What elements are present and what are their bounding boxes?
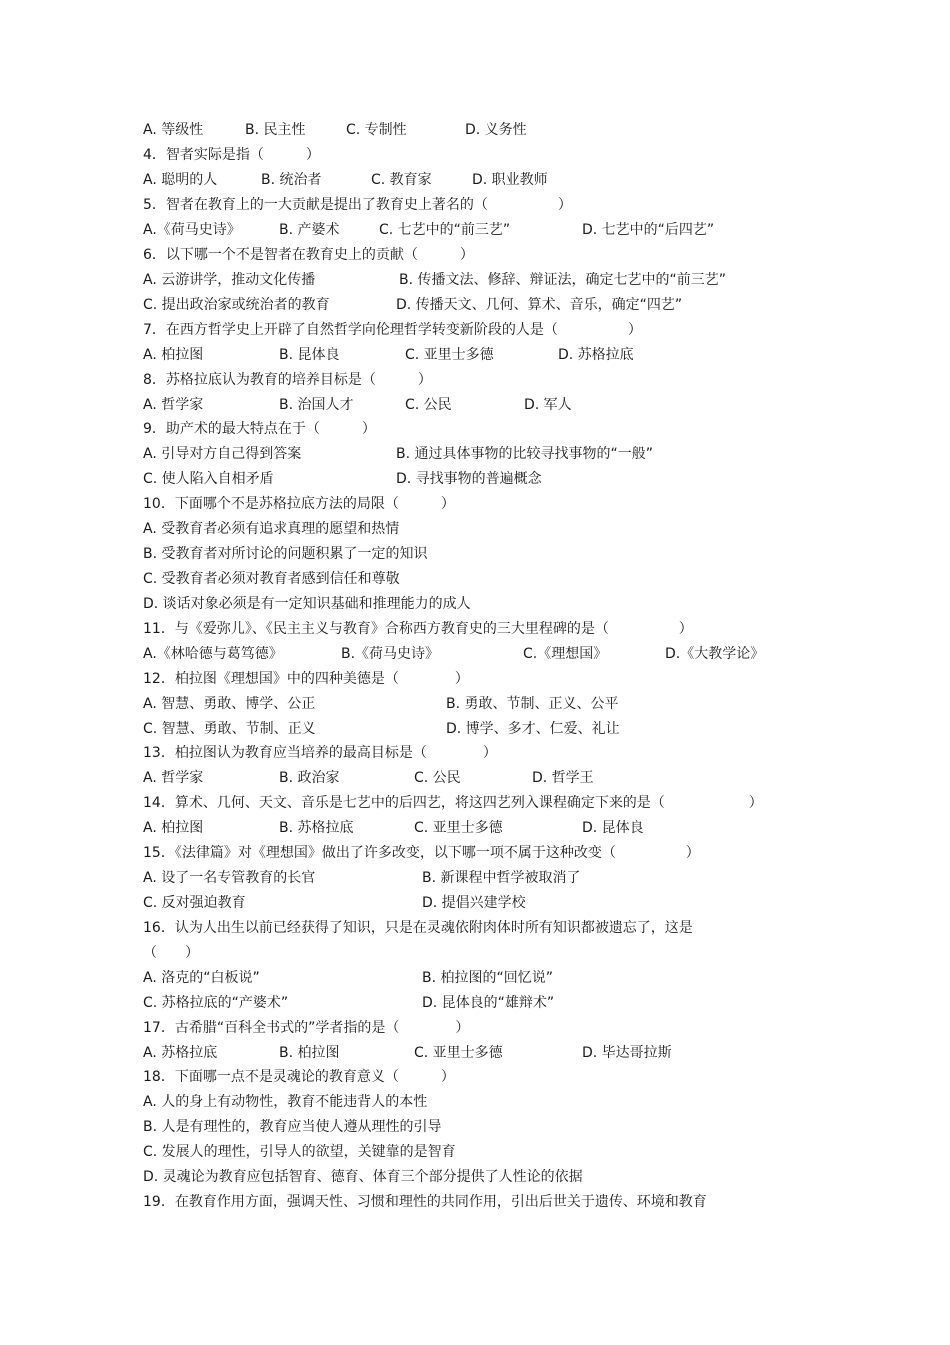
q12-stem: 12．柏拉图《理想国》中的四种美德是（ ） [143, 671, 469, 687]
q8-stem: 8．苏格拉底认为教育的培养目标是（ ） [143, 372, 432, 388]
q6-option-c: C. 提出政治家或统治者的教育 [143, 297, 330, 313]
q11-stem: 11．与《爱弥儿》、《民主主义与教育》合称西方教育史的三大里程碑的是（ ） [143, 621, 693, 637]
q18-option-a: A. 人的身上有动物性，教育不能违背人的本性 [143, 1094, 428, 1110]
q10-option-c: C. 受教育者必须对教育者感到信任和尊敬 [143, 571, 400, 587]
q16-option-d: D. 昆体良的“雄辩术” [422, 995, 555, 1011]
q6-stem: 6．以下哪一个不是智者在教育史上的贡献（ ） [143, 247, 474, 263]
q3-option-d: D. 义务性 [465, 122, 527, 138]
q17-option-b: B. 柏拉图 [279, 1045, 340, 1061]
q5-option-b: B. 产婆术 [279, 222, 340, 238]
q10-stem: 10．下面哪个不是苏格拉底方法的局限（ ） [143, 496, 455, 512]
q3-option-b: B. 民主性 [245, 122, 306, 138]
q11-option-b: B.《荷马史诗》 [341, 646, 440, 662]
q7-option-a: A. 柏拉图 [143, 347, 204, 363]
q14-option-a: A. 柏拉图 [143, 820, 204, 836]
q7-option-c: C. 亚里士多德 [405, 347, 494, 363]
q17-option-c: C. 亚里士多德 [414, 1045, 503, 1061]
q10-option-b: B. 受教育者对所讨论的问题积累了一定的知识 [143, 546, 428, 562]
q16-stem: 16．认为人出生以前已经获得了知识，只是在灵魂依附肉体时所有知识都被遗忘了，这是 [143, 920, 693, 936]
q9-option-a: A. 引导对方自己得到答案 [143, 446, 302, 462]
q8-option-a: A. 哲学家 [143, 397, 204, 413]
q15-option-d: D. 提倡兴建学校 [422, 895, 526, 911]
q10-option-a: A. 受教育者必须有追求真理的愿望和热情 [143, 521, 400, 537]
q13-option-d: D. 哲学王 [532, 770, 594, 786]
q6-option-a: A. 云游讲学，推动文化传播 [143, 272, 316, 288]
q13-stem: 13．柏拉图认为教育应当培养的最高目标是（ ） [143, 745, 497, 761]
q4-stem: 4．智者实际是指（ ） [143, 147, 320, 163]
q15-option-b: B. 新课程中哲学被取消了 [422, 870, 581, 886]
q14-option-c: C. 亚里士多德 [414, 820, 503, 836]
q18-option-c: C. 发展人的理性，引导人的欲望，关键靠的是智育 [143, 1144, 456, 1160]
q4-option-a: A. 聪明的人 [143, 172, 218, 188]
q15-stem: 15．《法律篇》对《理想国》做出了许多改变，以下哪一项不属于这种改变（ ） [143, 845, 700, 861]
q4-option-b: B. 统治者 [261, 172, 322, 188]
q12-option-d: D. 博学、多才、仁爱、礼让 [446, 721, 620, 737]
q12-option-a: A. 智慧、勇敢、博学、公正 [143, 696, 316, 712]
q5-stem: 5．智者在教育上的一大贡献是提出了教育史上著名的（ ） [143, 197, 572, 213]
q4-option-d: D. 职业教师 [472, 172, 548, 188]
q9-stem: 9．助产术的最大特点在于（ ） [143, 421, 376, 437]
q16-option-c: C. 苏格拉底的“产婆术” [143, 995, 289, 1011]
q7-stem: 7．在西方哲学史上开辟了自然哲学向伦理哲学转变新阶段的人是（ ） [143, 322, 642, 338]
q3-option-c: C. 专制性 [346, 122, 407, 138]
q13-option-a: A. 哲学家 [143, 770, 204, 786]
q14-stem: 14．算术、几何、天文、音乐是七艺中的后四艺，将这四艺列入课程确定下来的是（ ） [143, 795, 763, 811]
q8-option-b: B. 治国人才 [279, 397, 354, 413]
q9-option-c: C. 使人陷入自相矛盾 [143, 471, 274, 487]
q17-stem: 17．古希腊“百科全书式的”学者指的是（ ） [143, 1020, 470, 1036]
q15-option-c: C. 反对强迫教育 [143, 895, 246, 911]
q17-option-a: A. 苏格拉底 [143, 1045, 218, 1061]
q11-option-c: C.《理想国》 [523, 646, 608, 662]
q12-option-c: C. 智慧、勇敢、节制、正义 [143, 721, 316, 737]
q18-stem: 18．下面哪一点不是灵魂论的教育意义（ ） [143, 1069, 455, 1085]
q3-option-a: A. 等级性 [143, 122, 204, 138]
q5-option-a: A.《荷马史诗》 [143, 222, 241, 238]
q9-option-b: B. 通过具体事物的比较寻找事物的“一般” [396, 446, 654, 462]
q6-option-d: D. 传播天文、几何、算术、音乐，确定“四艺” [396, 297, 683, 313]
q14-option-b: B. 苏格拉底 [279, 820, 354, 836]
q16-stem-continued: （ ） [143, 945, 199, 961]
q4-option-c: C. 教育家 [371, 172, 432, 188]
q7-option-b: B. 昆体良 [279, 347, 340, 363]
q18-option-d: D. 灵魂论为教育应包括智育、德育、体育三个部分提供了人性论的依据 [143, 1169, 583, 1185]
q8-option-d: D. 军人 [524, 397, 572, 413]
q11-option-d: D.《大教学论》 [665, 646, 765, 662]
q8-option-c: C. 公民 [405, 397, 452, 413]
q5-option-d: D. 七艺中的“后四艺” [582, 222, 715, 238]
q13-option-b: B. 政治家 [279, 770, 340, 786]
q5-option-c: C. 七艺中的“前三艺” [379, 222, 511, 238]
q16-option-b: B. 柏拉图的“回忆说” [422, 970, 554, 986]
q14-option-d: D. 昆体良 [582, 820, 644, 836]
q19-stem: 19．在教育作用方面，强调天性、习惯和理性的共同作用，引出后世关于遗传、环境和教育 [143, 1194, 707, 1210]
q13-option-c: C. 公民 [414, 770, 461, 786]
q18-option-b: B. 人是有理性的，教育应当使人遵从理性的引导 [143, 1119, 442, 1135]
q6-option-b: B. 传播文法、修辞、辩证法，确定七艺中的“前三艺” [399, 272, 727, 288]
q9-option-d: D. 寻找事物的普遍概念 [396, 471, 542, 487]
q16-option-a: A. 洛克的“白板说” [143, 970, 260, 986]
q15-option-a: A. 设了一名专管教育的长官 [143, 870, 316, 886]
q11-option-a: A.《林哈德与葛笃德》 [143, 646, 283, 662]
q12-option-b: B. 勇敢、节制、正义、公平 [446, 696, 619, 712]
q7-option-d: D. 苏格拉底 [558, 347, 634, 363]
q10-option-d: D. 谈话对象必须是有一定知识基础和推理能力的成人 [143, 596, 471, 612]
q17-option-d: D. 毕达哥拉斯 [582, 1045, 672, 1061]
